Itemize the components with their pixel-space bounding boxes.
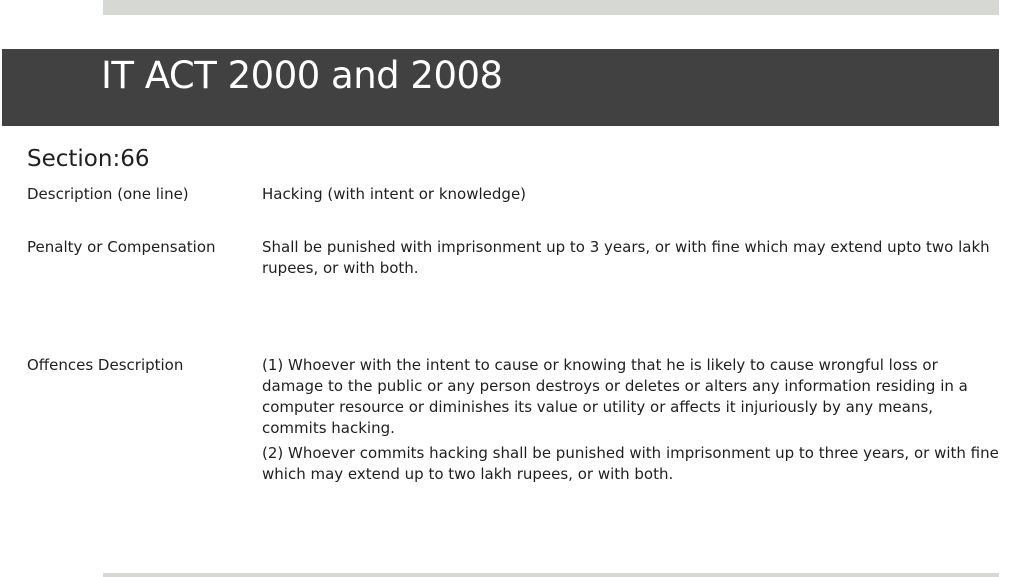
penalty-value: Shall be punished with imprisonment up to 3 years, or with fine which may extend upto two lakh rupees, or with both.	[262, 238, 990, 277]
description-label: Description (one line)	[27, 185, 189, 203]
description-value: Hacking (with intent or knowledge)	[262, 185, 527, 203]
offences-paragraph-2: (2) Whoever commits hacking shall be punished with imprisonment up to three years, or with fine which may extend up to two lakh rupees, or with both.	[262, 444, 999, 483]
section-heading: Section:66	[27, 146, 150, 172]
slide-title: IT ACT 2000 and 2008	[101, 54, 503, 97]
offences-value	[262, 355, 1002, 489]
top-decorative-bar	[103, 0, 999, 15]
penalty-label: Penalty or Compensation	[27, 238, 216, 256]
offences-label: Offences Description	[27, 356, 184, 374]
offences-paragraph-1: (1) Whoever with the intent to cause or knowing that he is likely to cause wrongful loss or damage to the public or any person destroys or deletes or alters any information residing in a computer resource or diminishes its value or utility or affects it injuriously by any means, commits hacking.	[262, 356, 968, 437]
bottom-decorative-bar	[103, 573, 999, 577]
